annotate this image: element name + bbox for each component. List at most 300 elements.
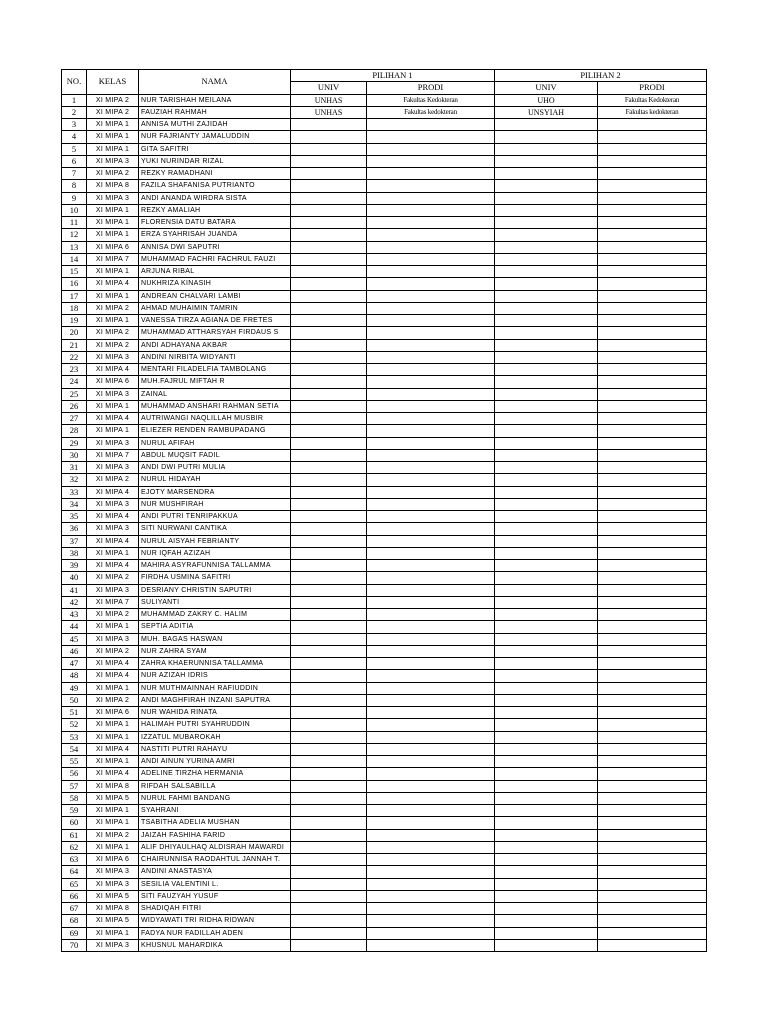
cell-univ-2 bbox=[495, 413, 598, 425]
cell-nama: MUH. BAGAS HASWAN bbox=[139, 633, 291, 645]
cell-prodi-1 bbox=[367, 866, 495, 878]
cell-univ-2 bbox=[495, 278, 598, 290]
cell-prodi-1 bbox=[367, 498, 495, 510]
cell-univ-1: UNHAS bbox=[291, 106, 367, 118]
cell-nama: NASTITI PUTRI RAHAYU bbox=[139, 743, 291, 755]
cell-prodi-1 bbox=[367, 523, 495, 535]
table-row bbox=[62, 302, 707, 314]
cell-univ-2 bbox=[495, 388, 598, 400]
cell-univ-1 bbox=[291, 866, 367, 878]
cell-univ-2 bbox=[495, 327, 598, 339]
cell-univ-1 bbox=[291, 560, 367, 572]
cell-kelas: XI MIPA 1 bbox=[87, 547, 139, 559]
cell-kelas: XI MIPA 1 bbox=[87, 425, 139, 437]
cell-nama: FLORENSIA DATU BATARA bbox=[139, 217, 291, 229]
cell-prodi-1 bbox=[367, 719, 495, 731]
cell-univ-2 bbox=[495, 854, 598, 866]
cell-kelas: XI MIPA 4 bbox=[87, 768, 139, 780]
cell-prodi-1 bbox=[367, 229, 495, 241]
cell-kelas: XI MIPA 7 bbox=[87, 449, 139, 461]
cell-prodi-2 bbox=[598, 878, 707, 890]
cell-prodi-1 bbox=[367, 633, 495, 645]
cell-univ-1 bbox=[291, 817, 367, 829]
cell-prodi-2 bbox=[598, 437, 707, 449]
cell-univ-2 bbox=[495, 731, 598, 743]
cell-kelas: XI MIPA 3 bbox=[87, 939, 139, 951]
cell-kelas: XI MIPA 3 bbox=[87, 437, 139, 449]
cell-univ-1 bbox=[291, 119, 367, 131]
cell-kelas: XI MIPA 1 bbox=[87, 400, 139, 412]
table-row bbox=[62, 94, 707, 106]
cell-kelas: XI MIPA 1 bbox=[87, 217, 139, 229]
cell-nama: MUHAMMAD ATTHARSYAH FIRDAUS S bbox=[139, 327, 291, 339]
cell-nama: AHMAD MUHAIMIN TAMRIN bbox=[139, 302, 291, 314]
cell-no: 36 bbox=[62, 523, 87, 535]
cell-univ-1 bbox=[291, 437, 367, 449]
cell-kelas: XI MIPA 1 bbox=[87, 290, 139, 302]
cell-prodi-1 bbox=[367, 572, 495, 584]
table-row bbox=[62, 523, 707, 535]
table-row bbox=[62, 854, 707, 866]
cell-nama: SESILIA VALENTINI L. bbox=[139, 878, 291, 890]
cell-no: 21 bbox=[62, 339, 87, 351]
table-row bbox=[62, 180, 707, 192]
cell-kelas: XI MIPA 3 bbox=[87, 878, 139, 890]
cell-nama: ANDI DWI PUTRI MULIA bbox=[139, 462, 291, 474]
cell-prodi-2 bbox=[598, 780, 707, 792]
cell-prodi-2 bbox=[598, 143, 707, 155]
cell-no: 1 bbox=[62, 94, 87, 106]
cell-univ-2 bbox=[495, 817, 598, 829]
cell-prodi-1 bbox=[367, 768, 495, 780]
table-row bbox=[62, 364, 707, 376]
cell-no: 29 bbox=[62, 437, 87, 449]
cell-prodi-1 bbox=[367, 903, 495, 915]
cell-no: 48 bbox=[62, 670, 87, 682]
cell-prodi-2 bbox=[598, 768, 707, 780]
cell-univ-2 bbox=[495, 217, 598, 229]
cell-univ-1 bbox=[291, 217, 367, 229]
cell-prodi-2 bbox=[598, 180, 707, 192]
cell-no: 58 bbox=[62, 792, 87, 804]
cell-univ-1 bbox=[291, 278, 367, 290]
cell-no: 16 bbox=[62, 278, 87, 290]
cell-prodi-2: Fakultas Kedokteran bbox=[598, 94, 707, 106]
cell-univ-1 bbox=[291, 633, 367, 645]
cell-nama: DESRIANY CHRISTIN SAPUTRI bbox=[139, 584, 291, 596]
cell-prodi-2 bbox=[598, 535, 707, 547]
cell-kelas: XI MIPA 7 bbox=[87, 596, 139, 608]
cell-prodi-2: Fakultas kedokteran bbox=[598, 106, 707, 118]
table-row bbox=[62, 192, 707, 204]
table-row bbox=[62, 437, 707, 449]
cell-prodi-1 bbox=[367, 645, 495, 657]
cell-prodi-2 bbox=[598, 511, 707, 523]
table-row bbox=[62, 547, 707, 559]
cell-prodi-2 bbox=[598, 449, 707, 461]
cell-prodi-1 bbox=[367, 364, 495, 376]
header-kelas: KELAS bbox=[87, 70, 139, 95]
cell-prodi-2 bbox=[598, 560, 707, 572]
cell-kelas: XI MIPA 4 bbox=[87, 743, 139, 755]
cell-nama: NURUL AFIFAH bbox=[139, 437, 291, 449]
cell-kelas: XI MIPA 1 bbox=[87, 817, 139, 829]
cell-prodi-1 bbox=[367, 131, 495, 143]
cell-prodi-1 bbox=[367, 756, 495, 768]
cell-no: 49 bbox=[62, 682, 87, 694]
header-nama: NAMA bbox=[139, 70, 291, 95]
header-univ-1: UNIV bbox=[291, 82, 367, 94]
cell-nama: YUKI NURINDAR RIZAL bbox=[139, 155, 291, 167]
cell-nama: MUHAMMAD ZAKRY C. HALIM bbox=[139, 609, 291, 621]
cell-nama: RIFDAH SALSABILLA bbox=[139, 780, 291, 792]
cell-no: 69 bbox=[62, 927, 87, 939]
cell-univ-1 bbox=[291, 511, 367, 523]
cell-univ-2 bbox=[495, 400, 598, 412]
cell-univ-2 bbox=[495, 694, 598, 706]
cell-prodi-1 bbox=[367, 682, 495, 694]
cell-nama: MUHAMMAD FACHRI FACHRUL FAUZI bbox=[139, 253, 291, 265]
cell-univ-1 bbox=[291, 425, 367, 437]
table-row bbox=[62, 560, 707, 572]
cell-prodi-2 bbox=[598, 939, 707, 951]
table-row bbox=[62, 327, 707, 339]
cell-no: 9 bbox=[62, 192, 87, 204]
cell-univ-1 bbox=[291, 756, 367, 768]
cell-prodi-1 bbox=[367, 780, 495, 792]
header-prodi-2: PRODI bbox=[598, 82, 707, 94]
cell-univ-2 bbox=[495, 707, 598, 719]
cell-no: 19 bbox=[62, 315, 87, 327]
cell-prodi-2 bbox=[598, 927, 707, 939]
cell-no: 63 bbox=[62, 854, 87, 866]
cell-prodi-2 bbox=[598, 805, 707, 817]
cell-kelas: XI MIPA 4 bbox=[87, 511, 139, 523]
cell-univ-2 bbox=[495, 535, 598, 547]
cell-prodi-2 bbox=[598, 792, 707, 804]
cell-nama: ARJUNA RIBAL bbox=[139, 266, 291, 278]
cell-univ-1 bbox=[291, 143, 367, 155]
cell-univ-2 bbox=[495, 204, 598, 216]
cell-prodi-2 bbox=[598, 670, 707, 682]
cell-univ-2 bbox=[495, 621, 598, 633]
cell-prodi-1 bbox=[367, 792, 495, 804]
cell-univ-2 bbox=[495, 670, 598, 682]
cell-univ-2 bbox=[495, 829, 598, 841]
cell-prodi-2 bbox=[598, 854, 707, 866]
cell-univ-2 bbox=[495, 339, 598, 351]
cell-nama: MUH.FAJRUL MIFTAH R bbox=[139, 376, 291, 388]
cell-prodi-2 bbox=[598, 192, 707, 204]
cell-prodi-2 bbox=[598, 327, 707, 339]
cell-nama: WIDYAWATI TRI RIDHA RIDWAN bbox=[139, 915, 291, 927]
cell-prodi-1 bbox=[367, 278, 495, 290]
cell-univ-1 bbox=[291, 241, 367, 253]
cell-univ-1 bbox=[291, 609, 367, 621]
cell-prodi-1 bbox=[367, 511, 495, 523]
cell-kelas: XI MIPA 1 bbox=[87, 682, 139, 694]
cell-prodi-2 bbox=[598, 364, 707, 376]
table-row bbox=[62, 425, 707, 437]
cell-prodi-1 bbox=[367, 119, 495, 131]
cell-univ-2: UHO bbox=[495, 94, 598, 106]
cell-kelas: XI MIPA 4 bbox=[87, 560, 139, 572]
cell-kelas: XI MIPA 2 bbox=[87, 327, 139, 339]
cell-univ-1 bbox=[291, 707, 367, 719]
cell-prodi-1 bbox=[367, 609, 495, 621]
table-row bbox=[62, 143, 707, 155]
cell-univ-2 bbox=[495, 560, 598, 572]
cell-prodi-1 bbox=[367, 535, 495, 547]
cell-no: 55 bbox=[62, 756, 87, 768]
cell-prodi-2 bbox=[598, 462, 707, 474]
cell-no: 24 bbox=[62, 376, 87, 388]
cell-prodi-1 bbox=[367, 155, 495, 167]
cell-prodi-1 bbox=[367, 241, 495, 253]
cell-no: 56 bbox=[62, 768, 87, 780]
cell-prodi-1: Fakultas kedokteran bbox=[367, 106, 495, 118]
cell-prodi-2 bbox=[598, 278, 707, 290]
cell-univ-2 bbox=[495, 351, 598, 363]
cell-prodi-2 bbox=[598, 890, 707, 902]
cell-prodi-1 bbox=[367, 388, 495, 400]
cell-univ-1 bbox=[291, 939, 367, 951]
cell-prodi-2 bbox=[598, 915, 707, 927]
header-prodi-1: PRODI bbox=[367, 82, 495, 94]
cell-prodi-2 bbox=[598, 866, 707, 878]
cell-kelas: XI MIPA 4 bbox=[87, 486, 139, 498]
cell-nama: ANDI PUTRI TENRIPAKKUA bbox=[139, 511, 291, 523]
cell-univ-2 bbox=[495, 841, 598, 853]
cell-no: 60 bbox=[62, 817, 87, 829]
table-row bbox=[62, 621, 707, 633]
cell-univ-1 bbox=[291, 547, 367, 559]
cell-no: 46 bbox=[62, 645, 87, 657]
cell-prodi-1 bbox=[367, 547, 495, 559]
cell-prodi-1 bbox=[367, 817, 495, 829]
cell-no: 45 bbox=[62, 633, 87, 645]
cell-univ-1 bbox=[291, 743, 367, 755]
cell-nama: NUR FAJRIANTY JAMALUDDIN bbox=[139, 131, 291, 143]
cell-kelas: XI MIPA 2 bbox=[87, 106, 139, 118]
table-row bbox=[62, 915, 707, 927]
cell-univ-1 bbox=[291, 915, 367, 927]
cell-nama: NUR MUSHFIRAH bbox=[139, 498, 291, 510]
cell-univ-1 bbox=[291, 841, 367, 853]
cell-no: 14 bbox=[62, 253, 87, 265]
cell-no: 7 bbox=[62, 168, 87, 180]
cell-univ-1 bbox=[291, 315, 367, 327]
cell-no: 50 bbox=[62, 694, 87, 706]
cell-univ-1 bbox=[291, 805, 367, 817]
cell-prodi-1 bbox=[367, 939, 495, 951]
cell-univ-2 bbox=[495, 939, 598, 951]
cell-univ-1 bbox=[291, 131, 367, 143]
cell-univ-1 bbox=[291, 584, 367, 596]
cell-univ-1 bbox=[291, 854, 367, 866]
cell-kelas: XI MIPA 1 bbox=[87, 927, 139, 939]
cell-nama: MAHIRA ASYRAFUNNISA TALLAMMA bbox=[139, 560, 291, 572]
cell-no: 38 bbox=[62, 547, 87, 559]
cell-univ-1 bbox=[291, 780, 367, 792]
cell-nama: NUKHRIZA KINASIH bbox=[139, 278, 291, 290]
cell-nama: NUR AZIZAH IDRIS bbox=[139, 670, 291, 682]
table-row bbox=[62, 609, 707, 621]
table-row bbox=[62, 400, 707, 412]
cell-no: 59 bbox=[62, 805, 87, 817]
table-row bbox=[62, 106, 707, 118]
cell-nama: ABDUL MUQSIT FADIL bbox=[139, 449, 291, 461]
table-row bbox=[62, 351, 707, 363]
cell-kelas: XI MIPA 3 bbox=[87, 155, 139, 167]
cell-prodi-1 bbox=[367, 290, 495, 302]
cell-no: 34 bbox=[62, 498, 87, 510]
cell-univ-1: UNHAS bbox=[291, 94, 367, 106]
table-row bbox=[62, 449, 707, 461]
cell-nama: MUHAMMAD ANSHARI RAHMAN SETIA bbox=[139, 400, 291, 412]
cell-no: 23 bbox=[62, 364, 87, 376]
table-row bbox=[62, 131, 707, 143]
cell-kelas: XI MIPA 1 bbox=[87, 621, 139, 633]
cell-kelas: XI MIPA 8 bbox=[87, 903, 139, 915]
cell-no: 54 bbox=[62, 743, 87, 755]
cell-nama: TSABITHA ADELIA MUSHAN bbox=[139, 817, 291, 829]
cell-univ-1 bbox=[291, 792, 367, 804]
cell-univ-2 bbox=[495, 805, 598, 817]
cell-kelas: XI MIPA 1 bbox=[87, 805, 139, 817]
cell-prodi-1 bbox=[367, 266, 495, 278]
cell-prodi-1 bbox=[367, 596, 495, 608]
table-row bbox=[62, 719, 707, 731]
cell-prodi-1 bbox=[367, 302, 495, 314]
cell-kelas: XI MIPA 3 bbox=[87, 498, 139, 510]
cell-kelas: XI MIPA 1 bbox=[87, 756, 139, 768]
cell-univ-1 bbox=[291, 253, 367, 265]
cell-kelas: XI MIPA 7 bbox=[87, 253, 139, 265]
table-row bbox=[62, 878, 707, 890]
cell-univ-2 bbox=[495, 168, 598, 180]
cell-prodi-1 bbox=[367, 327, 495, 339]
cell-kelas: XI MIPA 5 bbox=[87, 890, 139, 902]
table-row bbox=[62, 535, 707, 547]
cell-kelas: XI MIPA 1 bbox=[87, 841, 139, 853]
cell-nama: MENTARI FILADELFIA TAMBOLANG bbox=[139, 364, 291, 376]
cell-prodi-1 bbox=[367, 707, 495, 719]
table-row bbox=[62, 817, 707, 829]
cell-univ-1 bbox=[291, 645, 367, 657]
table-row bbox=[62, 890, 707, 902]
cell-kelas: XI MIPA 3 bbox=[87, 351, 139, 363]
cell-nama: ANNISA MUTHI ZAJIDAH bbox=[139, 119, 291, 131]
cell-no: 37 bbox=[62, 535, 87, 547]
cell-univ-2 bbox=[495, 658, 598, 670]
cell-prodi-2 bbox=[598, 155, 707, 167]
cell-nama: ANDI AINUN YURINA AMRI bbox=[139, 756, 291, 768]
table-row bbox=[62, 462, 707, 474]
cell-univ-2 bbox=[495, 890, 598, 902]
table-row bbox=[62, 253, 707, 265]
cell-univ-1 bbox=[291, 376, 367, 388]
cell-kelas: XI MIPA 6 bbox=[87, 241, 139, 253]
cell-univ-1 bbox=[291, 596, 367, 608]
cell-kelas: XI MIPA 4 bbox=[87, 364, 139, 376]
cell-univ-2 bbox=[495, 241, 598, 253]
cell-no: 65 bbox=[62, 878, 87, 890]
cell-nama: ADELINE TIRZHA HERMANIA bbox=[139, 768, 291, 780]
cell-univ-2 bbox=[495, 474, 598, 486]
cell-no: 27 bbox=[62, 413, 87, 425]
cell-no: 18 bbox=[62, 302, 87, 314]
cell-prodi-2 bbox=[598, 609, 707, 621]
table-row bbox=[62, 266, 707, 278]
cell-prodi-2 bbox=[598, 266, 707, 278]
cell-univ-1 bbox=[291, 266, 367, 278]
cell-univ-1 bbox=[291, 290, 367, 302]
cell-no: 33 bbox=[62, 486, 87, 498]
table-row bbox=[62, 670, 707, 682]
cell-nama: ANDI MAGHFIRAH INZANI SAPUTRA bbox=[139, 694, 291, 706]
cell-prodi-1 bbox=[367, 621, 495, 633]
cell-no: 25 bbox=[62, 388, 87, 400]
cell-no: 40 bbox=[62, 572, 87, 584]
table-row bbox=[62, 756, 707, 768]
table-row bbox=[62, 229, 707, 241]
cell-no: 28 bbox=[62, 425, 87, 437]
cell-kelas: XI MIPA 1 bbox=[87, 229, 139, 241]
cell-prodi-2 bbox=[598, 523, 707, 535]
cell-no: 39 bbox=[62, 560, 87, 572]
cell-nama: EJOTY MARSENDRA bbox=[139, 486, 291, 498]
cell-prodi-2 bbox=[598, 217, 707, 229]
cell-univ-1 bbox=[291, 694, 367, 706]
cell-prodi-2 bbox=[598, 707, 707, 719]
table-row bbox=[62, 155, 707, 167]
cell-univ-1 bbox=[291, 388, 367, 400]
cell-univ-2 bbox=[495, 572, 598, 584]
table-row bbox=[62, 658, 707, 670]
header-pilihan-1: PILIHAN 1 bbox=[291, 70, 495, 82]
cell-univ-2 bbox=[495, 302, 598, 314]
cell-kelas: XI MIPA 2 bbox=[87, 168, 139, 180]
cell-prodi-2 bbox=[598, 253, 707, 265]
cell-univ-1 bbox=[291, 204, 367, 216]
cell-prodi-2 bbox=[598, 756, 707, 768]
cell-univ-2 bbox=[495, 266, 598, 278]
cell-prodi-1 bbox=[367, 413, 495, 425]
cell-nama: ANDREAN CHALVARI LAMBI bbox=[139, 290, 291, 302]
cell-prodi-2 bbox=[598, 547, 707, 559]
table-row bbox=[62, 780, 707, 792]
cell-no: 62 bbox=[62, 841, 87, 853]
cell-kelas: XI MIPA 3 bbox=[87, 584, 139, 596]
cell-univ-2 bbox=[495, 253, 598, 265]
table-row bbox=[62, 315, 707, 327]
cell-kelas: XI MIPA 2 bbox=[87, 94, 139, 106]
cell-prodi-2 bbox=[598, 229, 707, 241]
cell-kelas: XI MIPA 5 bbox=[87, 915, 139, 927]
table-row bbox=[62, 707, 707, 719]
cell-no: 5 bbox=[62, 143, 87, 155]
cell-prodi-1 bbox=[367, 915, 495, 927]
cell-kelas: XI MIPA 4 bbox=[87, 670, 139, 682]
cell-nama: ZAINAL bbox=[139, 388, 291, 400]
cell-prodi-1 bbox=[367, 425, 495, 437]
cell-no: 68 bbox=[62, 915, 87, 927]
cell-prodi-1 bbox=[367, 584, 495, 596]
cell-univ-1 bbox=[291, 621, 367, 633]
cell-univ-2 bbox=[495, 584, 598, 596]
cell-nama: SYAHRANI bbox=[139, 805, 291, 817]
